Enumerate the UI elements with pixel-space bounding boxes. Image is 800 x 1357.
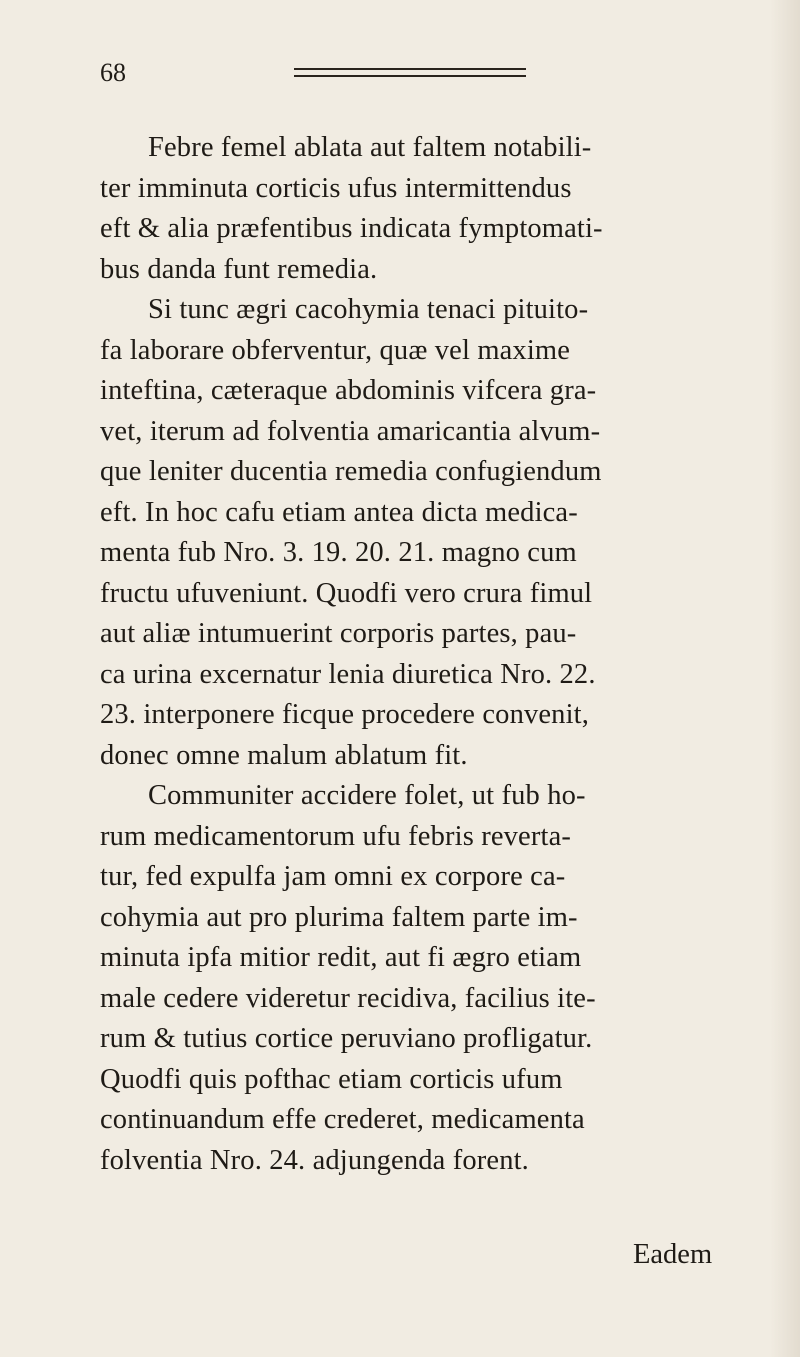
text-line: male cedere videretur recidiva, facilius ite-	[100, 982, 596, 1014]
text-line: Febre femel ablata aut faltem notabili-	[148, 132, 592, 163]
text-line: donec omne malum ablatum fit.	[100, 739, 468, 771]
text-line: fa laborare obferventur, quæ vel maxime	[100, 334, 571, 366]
text-line: Quodfi quis pofthac etiam corticis ufum	[100, 1063, 563, 1095]
text-line: ter imminuta corticis ufus intermittendus	[100, 172, 572, 204]
text-line: ca urina excernatur lenia diuretica Nro. 22.	[100, 658, 596, 690]
text-line: menta fub Nro. 3. 19. 20. 21. magno cum	[100, 537, 577, 568]
text-line: eft. In hoc cafu etiam antea dicta medica-	[100, 496, 578, 528]
catchword: Eadem	[633, 1239, 713, 1270]
text-line: fructu ufuveniunt. Quodfi vero crura fimul	[100, 577, 593, 609]
text-line: minuta ipfa mitior redit, aut fi ægro etiam	[100, 942, 582, 973]
text-line: Communiter accidere folet, ut fub ho-	[148, 780, 586, 811]
text-line: vet, iterum ad folventia amaricantia alvum-	[100, 415, 601, 447]
text-line: eft & alia præfentibus indicata fymptomati-	[100, 213, 603, 244]
text-line: continuandum effe crederet, medicamenta	[100, 1104, 585, 1135]
text-line: folventia Nro. 24. adjungenda forent.	[100, 1144, 529, 1176]
page-edge-shadow	[770, 0, 800, 1357]
text-line: que leniter ducentia remedia confugiendum	[100, 456, 602, 487]
text-line: tur, fed expulfa jam omni ex corpore ca-	[100, 861, 566, 892]
text-line: bus danda funt remedia.	[100, 253, 378, 285]
text-line: rum & tutius cortice peruviano profligatur.	[100, 1023, 593, 1054]
text-line: inteftina, cæteraque abdominis vifcera gra-	[100, 375, 597, 406]
page-number: 68	[100, 58, 126, 87]
header-double-rule	[294, 68, 526, 77]
text-line: aut aliæ intumuerint corporis partes, pau-	[100, 618, 577, 649]
text-line: Si tunc ægri cacohymia tenaci pituito-	[148, 294, 589, 325]
text-line: 23. interponere ficque procedere convenit,	[100, 699, 589, 730]
body-text	[100, 128, 760, 1181]
text-line: cohymia aut pro plurima faltem parte im-	[100, 901, 578, 933]
text-line: rum medicamentorum ufu febris reverta-	[100, 820, 572, 852]
